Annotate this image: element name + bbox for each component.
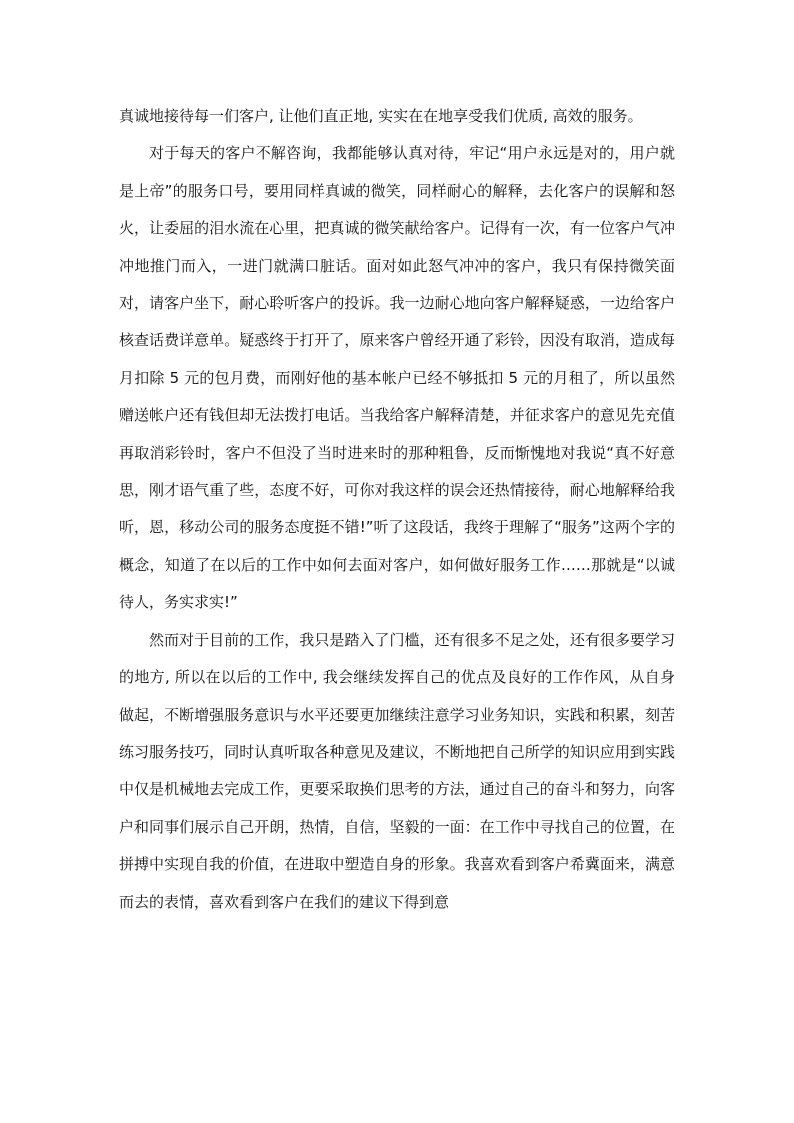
document-body — [119, 98, 675, 921]
paragraph-3: 然而对于目前的工作，我只是踏入了门槛，还有很多不足之处，还有很多要学习的地方, 所以在以后的工作中, 我会继续发挥自己的优点及良好的工作作风，从自身做起，不断增强服务意识与水平还要更加继续注意学习业务知识，实践和积累，刻苦练习服务技巧，同时认真听取各种意见及建议，不断地把自己所学的知识应用到实践中仅是机械地去完成工作，更要采取换们思考的方法，通过自己的奋斗和努力，向客户和同事们展示自己开朗，热情，自信，坚毅的一面：在工作中寻找自己的位置，在拼搏中实现自我的价值，在进取中塑造自身的形象。我喜欢看到客户希冀面来，满意而去的表情，喜欢看到客户在我们的建议下得到意 — [119, 630, 675, 911]
paragraph-1: 真诚地接待每一们客户, 让他们直正地, 实实在在地享受我们优质, 高效的服务。 — [119, 107, 643, 125]
paragraph-2: 对于每天的客户不解咨询，我都能够认真对待，牢记“用户永远是对的，用户就是上帝”的服务口号，要用同样真诚的微笑，同样耐心的解释，去化客户的误解和怒火，让委屈的泪水流在心里，把真诚的微笑献给客户。记得有一次，有一位客户气冲冲地推门而入，一进门就满口脏话。面对如此怒气冲冲的客户，我只有保持微笑面对，请客户坐下，耐心聆听客户的投诉。我一边耐心地向客户解释疑惑，一边给客户核查话费详意单。疑惑终于打开了，原来客户曾经开通了彩铃，因没有取消，造成每月扣除 5 元的包月费，而刚好他的基本帐户已经不够抵扣 5 元的月租了，所以虽然赠送帐户还有钱但却无法拨打电话。当我给客户解释清楚，并征求客户的意见先充值再取消彩铃时，客户不但没了当时进来时的那种粗鲁，反而惭愧地对我说“真不好意思，刚才语气重了些，态度不好，可你对我这样的误会还热情接待，耐心地解释给我听，恩，移动公司的服务态度挺不错!”听了这段话，我终于理解了“服务”这两个字的概念，知道了在以后的工作中如何去面对客户，如何做好服务工作……那就是“以诚待人，务实求实!” — [119, 144, 675, 612]
